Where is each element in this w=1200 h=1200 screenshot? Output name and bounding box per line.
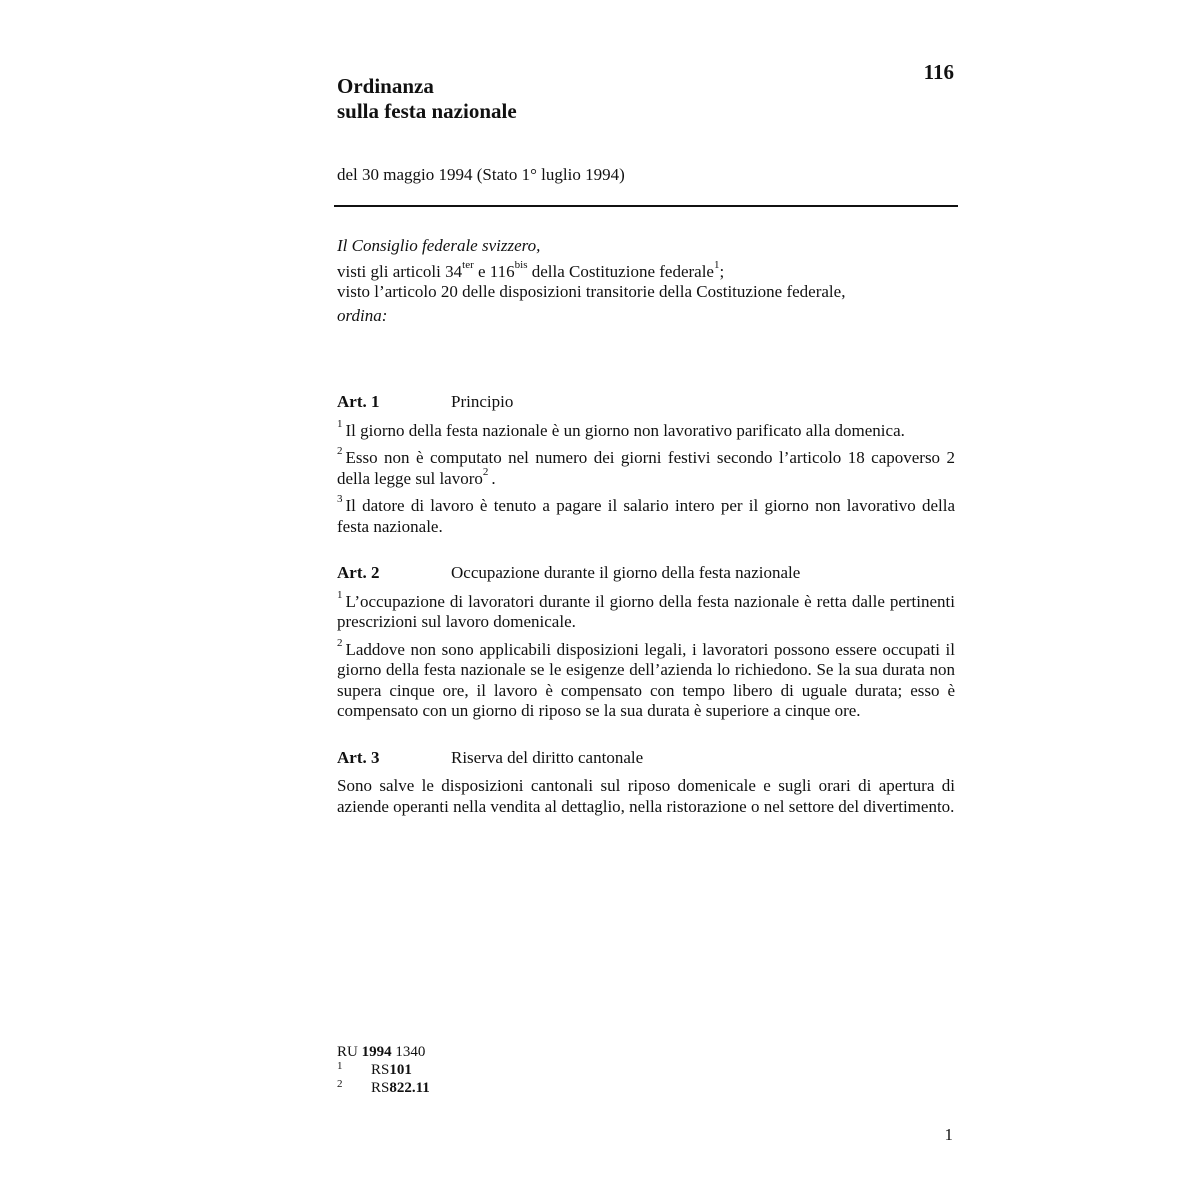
footnote-mark: 1 bbox=[337, 1060, 343, 1072]
basis-text: della Costituzione federale bbox=[527, 262, 714, 281]
article-number: Art. 1 bbox=[337, 392, 380, 411]
preamble-enacting: ordina: bbox=[337, 306, 388, 325]
paragraph-number: 1 bbox=[337, 417, 343, 430]
document-title bbox=[337, 74, 517, 124]
footnote-ref-1[interactable]: 1 bbox=[713, 259, 720, 272]
article-heading bbox=[337, 563, 955, 584]
ru-year: 1994 bbox=[361, 1044, 392, 1060]
paragraph-text: Il datore di lavoro è tenuto a pagare il salario intero per il giorno non lavorativo della festa nazionale. bbox=[337, 496, 955, 536]
basis-text: ; bbox=[719, 262, 725, 281]
paragraph bbox=[337, 776, 955, 817]
basis-text: visti gli articoli 34 bbox=[337, 262, 463, 281]
article-heading bbox=[337, 392, 955, 413]
paragraph-tail: . bbox=[491, 468, 496, 488]
article-3 bbox=[337, 748, 955, 818]
paragraph bbox=[337, 588, 955, 633]
footnote-ref-number: 822.11 bbox=[389, 1080, 430, 1096]
article-number: Art. 3 bbox=[337, 747, 380, 767]
paragraph bbox=[337, 493, 955, 537]
ru-prefix: RU bbox=[337, 1044, 362, 1060]
preamble-issuer: Il Consiglio federale svizzero, bbox=[337, 236, 541, 255]
paragraph-text: L’occupazione di lavoratori durante il giorno della festa nazionale è retta dalle pertinenti prescrizioni sul lavoro domenicale. bbox=[337, 591, 955, 631]
preamble-basis-2: visto l’articolo 20 delle disposizioni transitorie della Costituzione federale, bbox=[337, 282, 846, 301]
page-number: 1 bbox=[944, 1125, 953, 1144]
articles bbox=[337, 392, 955, 843]
sr-number: 116 bbox=[923, 60, 954, 84]
paragraph bbox=[337, 445, 955, 489]
article-title: Principio bbox=[451, 392, 514, 411]
document-date: del 30 maggio 1994 (Stato 1° luglio 1994) bbox=[337, 165, 625, 184]
article-title: Occupazione durante il giorno della festa nazionale bbox=[451, 563, 801, 582]
title-line-2: sulla festa nazionale bbox=[337, 99, 517, 123]
basis-text: e 116 bbox=[473, 262, 515, 281]
article-number: Art. 2 bbox=[337, 563, 380, 582]
superscript-bis: bis bbox=[514, 259, 528, 272]
paragraph bbox=[337, 417, 955, 442]
paragraph bbox=[337, 636, 955, 722]
footnote-prefix: RS bbox=[371, 1080, 390, 1096]
footnote-ref-2[interactable]: 2 bbox=[482, 465, 489, 478]
preamble-basis-1 bbox=[337, 259, 957, 282]
paragraph-number: 2 bbox=[337, 636, 343, 649]
paragraph-text: Esso non è computato nel numero dei giorni festivi secondo l’articolo 18 capoverso 2 della legge sul lavoro bbox=[337, 448, 955, 488]
paragraph-number: 2 bbox=[337, 445, 343, 458]
title-line-1: Ordinanza bbox=[337, 74, 434, 98]
footnote-mark: 2 bbox=[337, 1078, 343, 1090]
superscript-ter: ter bbox=[462, 259, 474, 272]
paragraph-number: 1 bbox=[337, 588, 343, 601]
paragraph-text: Laddove non sono applicabili disposizioni legali, i lavoratori possono essere occupati il giorno della festa nazionale se le esigenze dell’azienda lo richiedono. Se la sua durata non supera cinque ore, il lavoro è compensato con tempo libero di uguale durata; esso è compensato con un giorno di riposo se la sua durata è superiore a cinque ore. bbox=[337, 639, 955, 720]
paragraph-text: Sono salve le disposizioni cantonali sul riposo domenicale e sugli orari di apertura di aziende operanti nella vendita al dettaglio, nella ristorazione o nel settore del divertimento. bbox=[337, 776, 955, 816]
article-heading bbox=[337, 748, 955, 769]
footnotes bbox=[337, 1043, 430, 1097]
paragraph-number: 3 bbox=[337, 493, 343, 506]
article-2 bbox=[337, 563, 955, 722]
header-divider bbox=[334, 205, 958, 207]
preamble bbox=[337, 236, 957, 326]
footnote-prefix: RS bbox=[371, 1062, 390, 1078]
ru-page: 1340 bbox=[391, 1044, 426, 1060]
footnote-2 bbox=[337, 1079, 430, 1097]
paragraph-text: Il giorno della festa nazionale è un giorno non lavorativo parificato alla domenica. bbox=[345, 420, 905, 440]
article-title: Riserva del diritto cantonale bbox=[451, 747, 644, 767]
article-1 bbox=[337, 392, 955, 537]
footnote-ref-number: 101 bbox=[389, 1062, 412, 1078]
